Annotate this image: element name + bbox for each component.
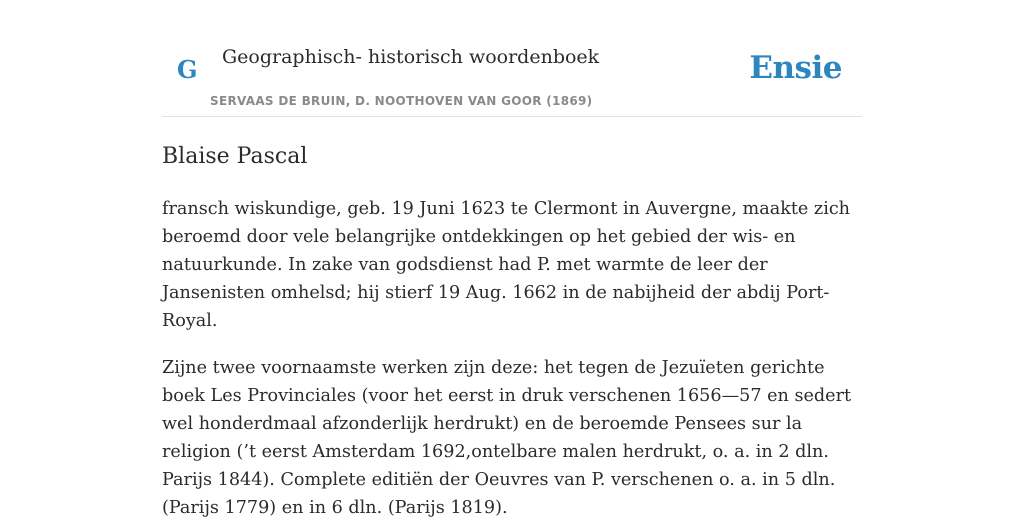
entry-paragraph: fransch wiskundige, geb. 19 Juni 1623 te Clermont in Auvergne, maakte zich beroemd door vele belangrijke ontdekkingen op het gebied der wis- en natuurkunde. In zake van godsdienst had P. met warmte de leer der Jansenisten omhelsd; hij stierf 19 Aug. 1662 in de nabijheid der abdij Port-Royal. xyxy=(162,199,851,331)
book-title-link[interactable]: Geographisch- historisch woordenboek xyxy=(222,46,600,68)
book-author: SERVAAS DE BRUIN, D. NOOTHOVEN VAN GOOR (1869) xyxy=(210,94,593,108)
book-logo-icon[interactable]: G xyxy=(177,55,198,84)
ensie-logo[interactable]: Ensie xyxy=(749,50,842,86)
page-container xyxy=(162,0,862,522)
entry-title: Blaise Pascal xyxy=(162,144,308,169)
entry-paragraph: Zijne twee voornaamste werken zijn deze: het tegen de Jezuïeten gerichte boek Les Provinciales (voor het eerst in druk verschenen 1656—57 en sedert wel honderdmaal afzonderlijk herdrukt) en de beroemde Pensees sur la religion (’t eerst Amsterdam 1692,ontelbare malen herdrukt, o. a. in 2 dln. Parijs 1844). Complete editiën der Oeuvres van P. verschenen o. a. in 5 dln. (Parijs 1779) en in 6 dln. (Parijs 1819). xyxy=(162,358,852,518)
page-header xyxy=(162,0,862,117)
